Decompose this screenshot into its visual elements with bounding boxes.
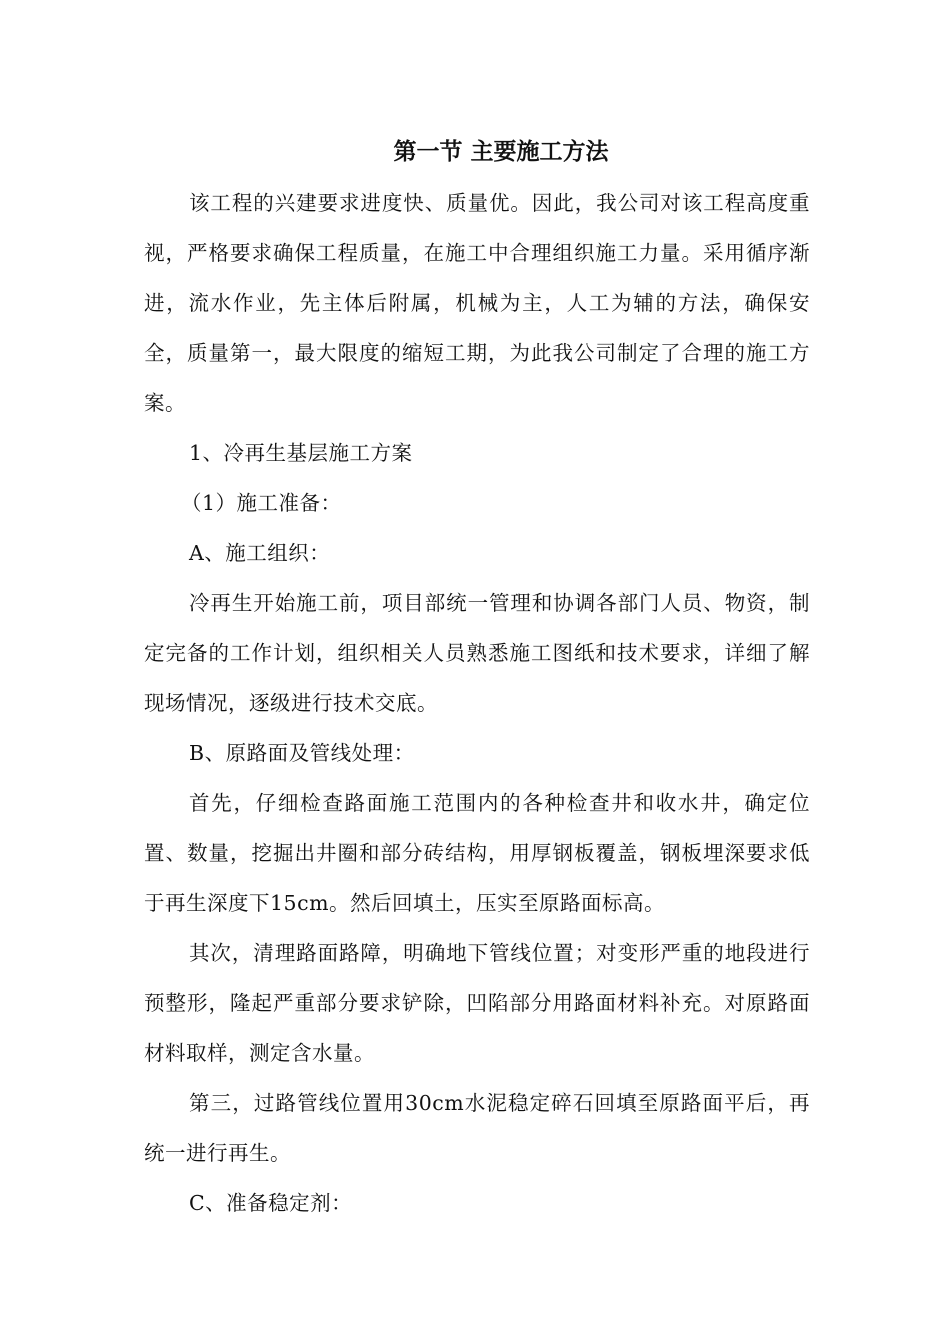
heading-stabilizer: C、准备稳定剂： [189,1191,353,1215]
paragraph-organization: 冷再生开始施工前，项目部统一管理和协调各部门人员、物资，制定完备的工作计划，组织相关人员熟悉施工图纸和技术要求，详细了解现场情况，逐级进行技术交底。 [144,591,810,715]
heading-road-pipeline: B、原路面及管线处理： [189,741,415,765]
paragraph-intro: 该工程的兴建要求进度快、质量优。因此，我公司对该工程高度重视，严格要求确保工程质量，在施工中合理组织施工力量。采用循序渐进，流水作业，先主体后附属，机械为主，人工为辅的方法，确保安全，质量第一，最大限度的缩短工期，为此我公司制定了合理的施工方案。 [144,191,810,415]
paragraph-third: 第三，过路管线位置用30cm水泥稳定碎石回填至原路面平后，再统一进行再生。 [144,1091,810,1165]
heading-organization: A、施工组织： [189,541,331,565]
heading-cold-recycling-plan: 1、冷再生基层施工方案 [189,441,413,465]
document-body [144,178,810,1228]
section-title: 第一节 主要施工方法 [393,139,609,165]
paragraph-second: 其次，清理路面路障，明确地下管线位置；对变形严重的地段进行预整形，隆起严重部分要求铲除，凹陷部分用路面材料补充。对原路面材料取样，测定含水量。 [144,941,810,1065]
heading-preparation: （1）施工准备： [181,491,342,515]
paragraph-first: 首先，仔细检查路面施工范围内的各种检查井和收水井，确定位置、数量，挖掘出井圈和部分砖结构，用厚钢板覆盖，钢板埋深要求低于再生深度下15cm。然后回填土，压实至原路面标高。 [144,791,810,915]
